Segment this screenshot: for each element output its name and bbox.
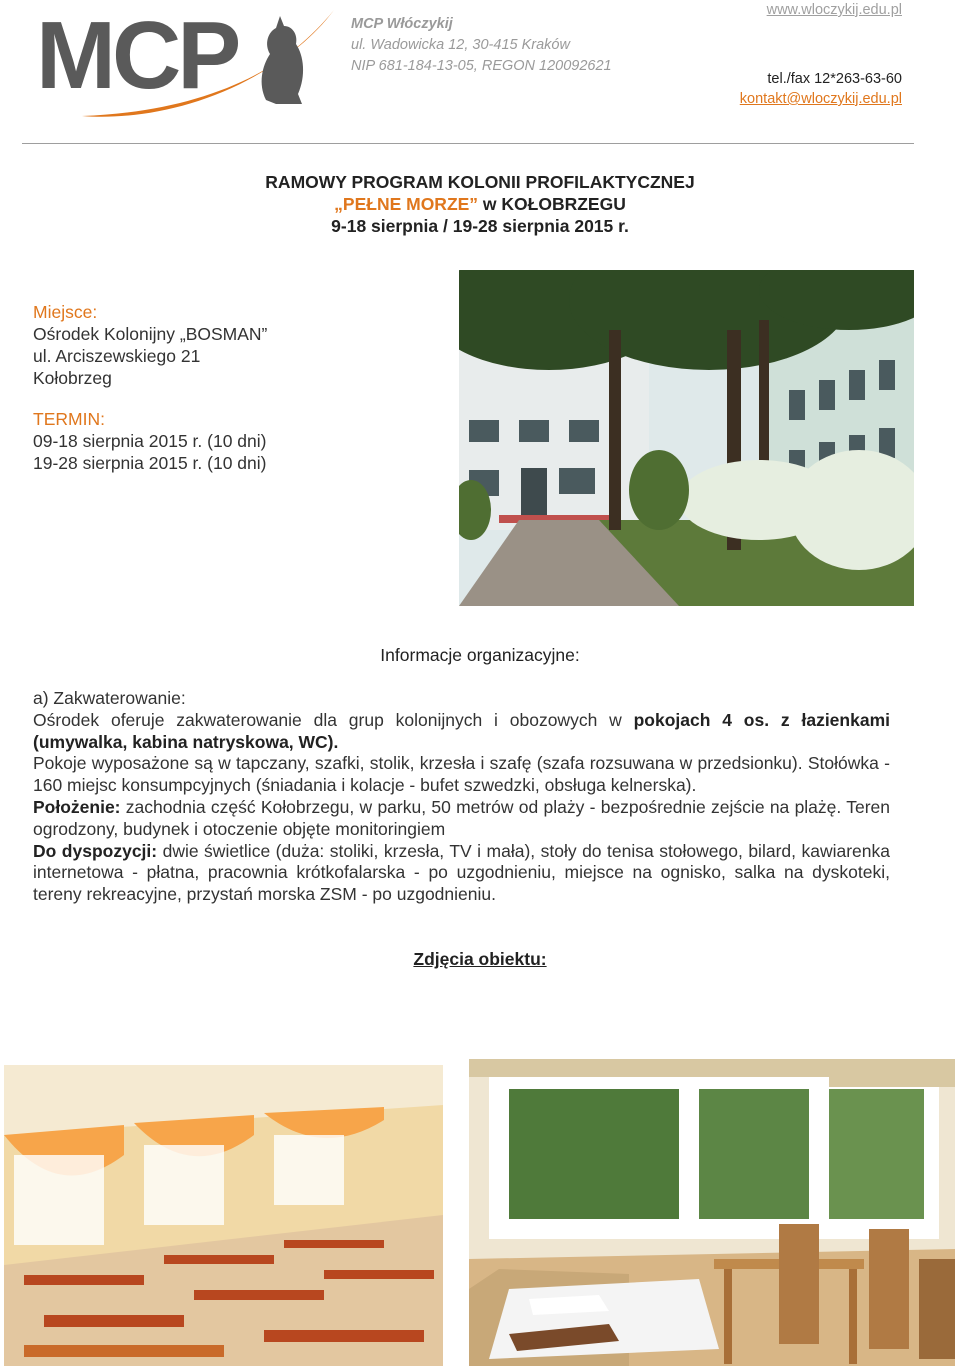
info-heading: Informacje organizacyjne: [380, 645, 580, 665]
contact-block [740, 0, 902, 109]
available-paragraph [33, 841, 890, 906]
phone-number: tel./fax 12*263-63-60 [767, 71, 902, 87]
location-label: Położenie: [33, 796, 121, 817]
rooms-paragraph: Pokoje wyposażone są w tapczany, szafki, stolik, krzesła i szafę (szafa rozsuwana w przedsionku). Stołówka - 160 miejsc konsumpcyjnych (śniadania i kolacje - bufet szwedzki, obsługa kelnerska). [33, 753, 890, 796]
available-text: dwie świetlice (duża: stoliki, krzesła, TV i mała), stoły do tenisa stołowego, bilard, kawiarenka internetowa - płatna, pracownia krótkofalarska - po uzgodnieniu, miejsce na ognisko, salka na dyskoteki, tereny rekreacyjne, przystań morska ZSM - po uzgodnieniu. [33, 840, 890, 905]
title-line-1: RAMOWY PROGRAM KOLONII PROFILAKTYCZNEJ [265, 172, 695, 192]
term-line-2: 19-28 sierpnia 2015 r. (10 dni) [33, 453, 267, 473]
title-dates: 9-18 sierpnia / 19-28 sierpnia 2015 r. [331, 216, 629, 236]
header-divider [22, 143, 914, 144]
building-photo [459, 270, 914, 606]
accommodation-label: a) Zakwaterowanie: [33, 688, 186, 708]
title-city: w KOŁOBRZEGU [478, 194, 626, 214]
term-line-1: 09-18 sierpnia 2015 r. (10 dni) [33, 431, 267, 451]
available-label: Do dyspozycji: [33, 840, 158, 861]
document-title [0, 171, 960, 237]
accommodation-text: Ośrodek oferuje zakwaterowanie dla grup kolonijnych i obozowych w [33, 709, 634, 730]
place-label: Miejsce: [33, 302, 98, 322]
place-line-1: Ośrodek Kolonijny „BOSMAN” [33, 324, 268, 344]
email-link[interactable]: kontakt@wloczykij.edu.pl [739, 91, 902, 107]
accommodation-paragraph [33, 710, 890, 754]
photos-heading: Zdjęcia obiektu: [413, 949, 547, 969]
place-and-term [33, 301, 267, 474]
place-line-3: Kołobrzeg [33, 368, 112, 388]
location-text: zachodnia część Kołobrzegu, w parku, 50 metrów od plaży - bezpośrednie zejście na plażę. Teren ogrodzony, budynek i otoczenie objęte monitoringiem [33, 796, 890, 839]
company-name: MCP Włóczykij [351, 16, 453, 32]
title-line-2 [0, 193, 960, 215]
place-line-2: ul. Arciszewskiego 21 [33, 346, 201, 366]
logo-text: MCP [36, 4, 238, 109]
kangaroo-mascot-icon [262, 16, 303, 104]
company-address: ul. Wadowicka 12, 30-415 Kraków [351, 37, 570, 53]
company-info [351, 14, 612, 77]
title-camp-name: „PEŁNE MORZE” [334, 194, 479, 214]
location-paragraph [33, 797, 890, 841]
term-label: TERMIN: [33, 409, 105, 429]
company-logo [36, 4, 336, 126]
dining-room-photo [4, 1065, 443, 1366]
info-body [33, 688, 890, 906]
bedroom-photo [469, 1059, 955, 1366]
website-link[interactable]: www.wloczykij.edu.pl [766, 2, 902, 18]
company-ids: NIP 681-184-13-05, REGON 120092621 [351, 58, 612, 74]
accommodation-bold: pokojach 4 os. z łazienkami (umywalka, kabina natryskowa, WC). [33, 709, 890, 752]
